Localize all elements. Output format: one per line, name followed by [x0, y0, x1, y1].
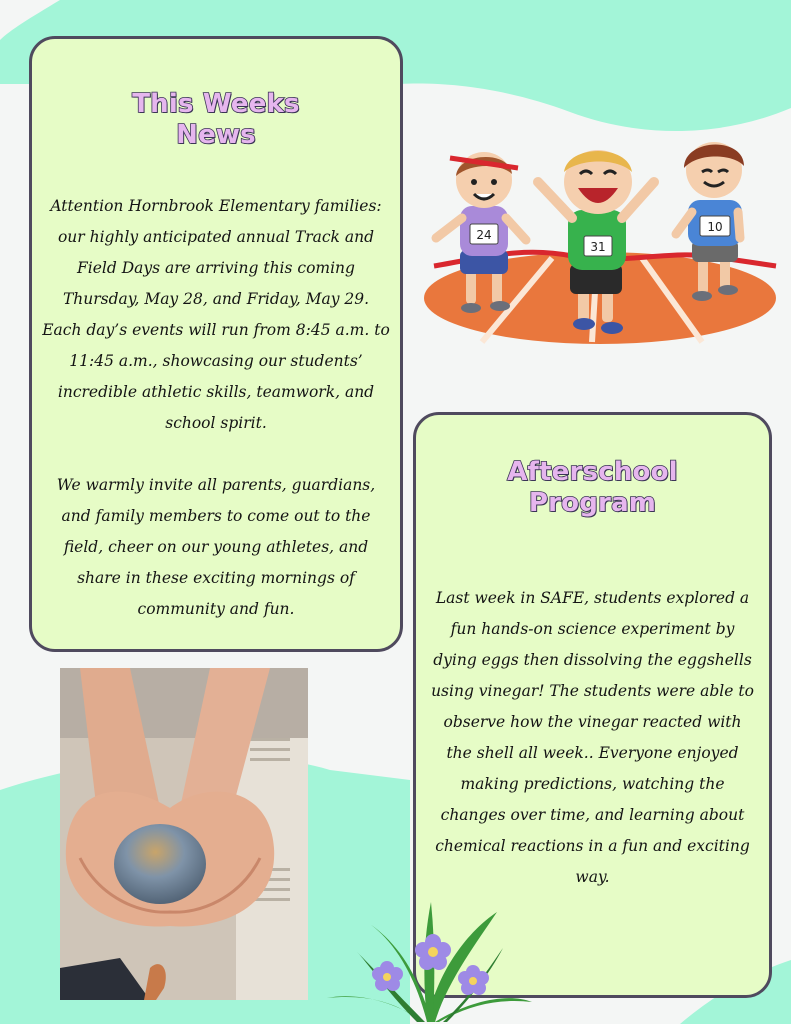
news-title-line-1: This Weeks [132, 88, 300, 119]
news-title-line-2: News [176, 119, 256, 150]
bib-number-right: 10 [707, 220, 723, 234]
news-card [29, 36, 403, 652]
afterschool-title-line-2: Program [528, 487, 657, 518]
afterschool-body [430, 583, 755, 893]
news-title [32, 89, 400, 151]
afterschool-paragraph-1: Last week in SAFE, students explored a fun hands-on science experiment by dying eggs then dissolving the eggshells using vinegar! The students were able to observe how the vinegar reacted with the shell all week.. Everyone enjoyed making predictions, watching the changes over time, and learning about chemical reactions in a fun and exciting way. [431, 589, 754, 886]
afterschool-title [416, 457, 769, 519]
flower-left [372, 961, 403, 991]
flower-plant-illustration [327, 902, 532, 1022]
news-paragraph-1: Attention Hornbrook Elementary families: our highly anticipated annual Track and Field Days are arriving this coming Thursday, May 28, and Friday, May 29. Each day’s events will run from 8:45 a.m. to 11:45 a.m., showcasing our students’ incredible athletic skills, teamwork, and school spirit. [42, 197, 390, 432]
dyed-egg [114, 824, 206, 904]
bib-number-center: 31 [590, 240, 606, 254]
bib-number-left: 24 [476, 228, 492, 242]
afterschool-title-line-1: Afterschool [507, 456, 678, 487]
flower-top [415, 934, 451, 970]
flower-right [458, 965, 489, 995]
news-paragraph-2: We warmly invite all parents, guardians, and family members to come out to the field, cheer on our young athletes, and share in these exciting mornings of community and fun. [56, 476, 376, 618]
dyed-egg-photo [60, 668, 308, 1000]
running-kids-illustration [422, 128, 778, 344]
news-body [42, 191, 390, 625]
